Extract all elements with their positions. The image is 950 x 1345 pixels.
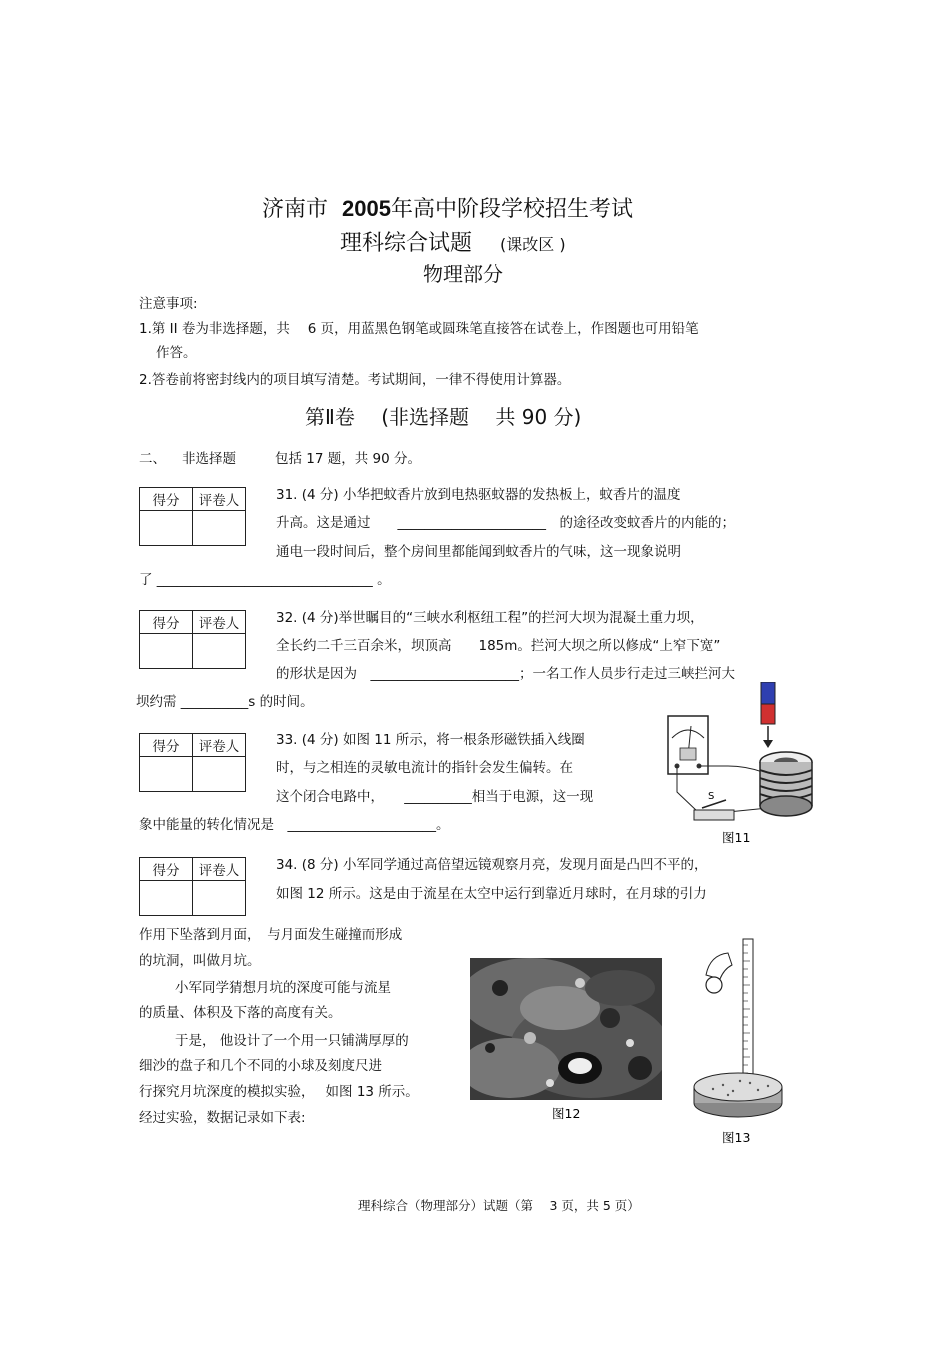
q32-line-2: 全长约二千三百余米，坝顶高 185m。拦河大坝之所以修成“上窄下宽” bbox=[276, 638, 721, 654]
grader-label: 评卷人 bbox=[193, 488, 246, 511]
score-label: 得分 bbox=[140, 488, 193, 511]
notes-item-2: 2.答卷前将密封线内的项目填写清楚。考试期间，一律不得使用计算器。 bbox=[139, 372, 571, 388]
q34-line-10: 经过实验，数据记录如下表: bbox=[139, 1110, 306, 1126]
q33-line-3: 这个闭合电路中， __________相当于电源，这一现 bbox=[276, 789, 594, 805]
q34-line-7: 于是， 他设计了一个用一只铺满厚厚的 bbox=[175, 1033, 409, 1049]
q33-line-2: 时，与之相连的灵敏电流计的指针会发生偏转。在 bbox=[276, 760, 573, 776]
section-name: 非选择题 bbox=[182, 451, 236, 467]
page-footer: 理科综合（物理部分）试题（第 3 页，共 5 页） bbox=[358, 1198, 640, 1213]
grader-cell[interactable] bbox=[193, 511, 246, 546]
q34-line-6: 的质量、体积及下落的高度有关。 bbox=[139, 1005, 342, 1021]
score-table-q34 bbox=[139, 857, 246, 916]
q31-line-3: 通电一段时间后，整个房间里都能闻到蚊香片的气味，这一现象说明 bbox=[276, 544, 681, 560]
volume-title: 第Ⅱ卷 (非选择题 共 90 分) bbox=[305, 405, 582, 429]
grader-cell[interactable] bbox=[193, 757, 246, 792]
q34-line-4: 的坑洞，叫做月坑。 bbox=[139, 953, 261, 969]
section-number: 二、 bbox=[139, 451, 166, 467]
q32-line-4: 坝约需 __________s 的时间。 bbox=[136, 694, 314, 710]
figure-13-caption: 图13 bbox=[722, 1130, 751, 1145]
notes-heading: 注意事项: bbox=[139, 296, 198, 312]
score-cell[interactable] bbox=[140, 881, 193, 916]
score-cell[interactable] bbox=[140, 757, 193, 792]
score-label: 得分 bbox=[140, 858, 193, 881]
q33-line-4: 象中能量的转化情况是 ______________________。 bbox=[139, 817, 450, 833]
score-table-q32 bbox=[139, 610, 246, 669]
notes-item-1: 1.第 II 卷为非选择题，共 6 页，用蓝黑色钢笔或圆珠笔直接答在试卷上，作图题也可用铅笔 bbox=[139, 321, 699, 337]
grader-cell[interactable] bbox=[193, 634, 246, 669]
grader-cell[interactable] bbox=[193, 881, 246, 916]
q34-line-2: 如图 12 所示。这是由于流星在太空中运行到靠近月球时，在月球的引力 bbox=[276, 886, 707, 902]
q32-line-3: 的形状是因为 ______________________；一名工作人员步行走过三峡拦河大 bbox=[276, 666, 735, 682]
q34-line-5: 小军同学猜想月坑的深度可能与流星 bbox=[175, 980, 391, 996]
q31-line-4: 了 ________________________________ 。 bbox=[139, 572, 391, 588]
title-line-2 bbox=[340, 226, 566, 257]
figure-11-galvanometer-coil bbox=[658, 682, 848, 848]
grader-label: 评卷人 bbox=[193, 734, 246, 757]
figure-11-caption: 图11 bbox=[722, 830, 751, 845]
q31-line-2: 升高。这是通过 ______________________ 的途径改变蚊香片的内能的； bbox=[276, 515, 735, 531]
figure-12-moon-surface bbox=[470, 958, 662, 1124]
score-table-q31 bbox=[139, 487, 246, 546]
title-city: 济南市 bbox=[262, 197, 329, 222]
q34-line-1: 34. (8 分) 小军同学通过高倍望远镜观察月亮，发现月面是凸凹不平的， bbox=[276, 857, 708, 873]
q33-line-1: 33. (4 分) 如图 11 所示，将一根条形磁铁插入线圈 bbox=[276, 732, 585, 748]
q34-line-9: 行探究月坑深度的模拟实验， 如图 13 所示。 bbox=[139, 1084, 419, 1100]
q34-line-3: 作用下坠落到月面， 与月面发生碰撞而形成 bbox=[139, 927, 403, 943]
figure-13-ruler-sand-tray bbox=[688, 935, 788, 1150]
figure-12-caption: 图12 bbox=[552, 1106, 581, 1121]
title-note: (课改区 ) bbox=[500, 235, 566, 254]
title-year: 2005 bbox=[342, 196, 391, 221]
score-table-q33 bbox=[139, 733, 246, 792]
title-exam: 年高中阶段学校招生考试 bbox=[390, 197, 633, 222]
switch-label: S bbox=[708, 791, 715, 802]
title-line-3: 物理部分 bbox=[423, 262, 503, 286]
notes-item-1-cont: 作答。 bbox=[156, 345, 197, 361]
grader-label: 评卷人 bbox=[193, 858, 246, 881]
title-subject: 理科综合试题 bbox=[340, 231, 473, 256]
score-cell[interactable] bbox=[140, 511, 193, 546]
score-cell[interactable] bbox=[140, 634, 193, 669]
q34-line-8: 细沙的盘子和几个不同的小球及刻度尺进 bbox=[139, 1058, 382, 1074]
section-desc: 包括 17 题，共 90 分。 bbox=[275, 451, 422, 467]
q31-line-1: 31. (4 分) 小华把蚊香片放到电热驱蚊器的发热板上，蚊香片的温度 bbox=[276, 487, 681, 503]
title-line-1 bbox=[262, 192, 633, 223]
q32-line-1: 32. (4 分)举世瞩目的“三峡水利枢纽工程”的拦河大坝为混凝土重力坝， bbox=[276, 610, 704, 626]
score-label: 得分 bbox=[140, 734, 193, 757]
score-label: 得分 bbox=[140, 611, 193, 634]
grader-label: 评卷人 bbox=[193, 611, 246, 634]
